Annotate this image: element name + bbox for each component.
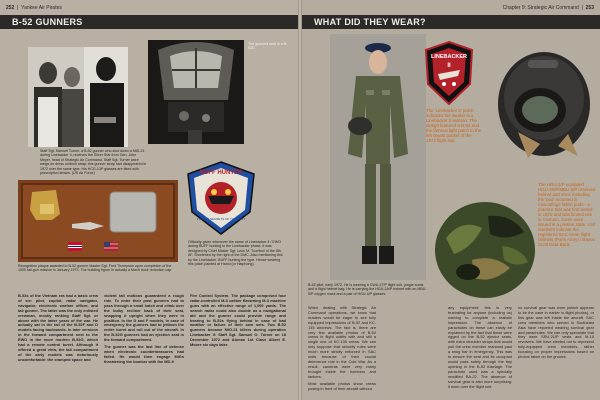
left-body-p4: Fire Control System. The package comprised four radar-controlled M-3 caliber Browning M-3 machine guns with an effective range of 1,000 yards. The search radar could also double as a navigational aid and the gunner could provide range and bearing to B-52s flying behind in case of bad weather or failure of their own sets. Two B-52 gunners became MiG-21 killers during operation Linebacker II: Staff Sgt. Samuel O. Turner on 18 December 1972 and Airman 1st Class Albert E. Moore six days later. [190,293,286,348]
right-body-col-2 [448,306,512,391]
left-page-number: 252 [6,5,15,11]
caption-helmet: The HGU-2/P equipped HGU-26/P/MBU-5/P reserved helmet and visor, including the 'pod' mounted in camouflage fabric pods - a practice that was first tested in 1970 and was limited use in Vietnam. Some were issued in a pristine state. Unit numbers indicate the registered SAC-issue flight helmets (Paris Army) / Bayou Scott Data Bank. [538,182,596,247]
flight-helmet-photo [488,46,594,164]
right-page-number: 253 [585,5,594,11]
buff-hunter-patch [184,160,258,236]
right-page [300,0,600,400]
right-body-p4: no survival gear was worn (which appears to be the case in earlier in-flight photos), or this gear was left inside the aircraft. SAC crew members who served in Southeast Asia have reported wearing survival gear and parachutes. We can only speculate that they were SRU-21/P vests and M-10 revolvers. We have elected not to represent fully-equipped crew members, rather focusing on proper impressions based on photos taken on the ground. [518,305,594,360]
left-section-title: B-52 GUNNERS [0,15,300,29]
linebacker-patch-line1: LINEBACKER [430,54,468,60]
left-body-col-1 [18,294,98,365]
caption-linebacker-patch: The 'Linebacker II' patch indicates the wearer is a Linebacker II veteran. The design featured a B-52 and the famous light patch to the left breast pocket of the 1972 flight suit. [426,108,482,143]
left-body-col-3 [190,294,286,350]
caption-turret: The gunners seat in a B-52D. [248,42,288,51]
right-running-head: Chapter 9: Strategic Air Command | 253 [502,5,594,11]
right-body-col-1 [308,306,376,393]
left-running-head: 252 | Yankee Air Pirates [6,5,62,11]
b52-pilot-mannequin-photo [330,34,426,280]
left-body-col-2 [104,294,184,367]
page-gutter [298,0,302,400]
right-body-p3: any equipment; this is very frustrating for anyone (including us) wishing to complete a realistic impression. The absence of parachutes on these can easily be explained by the fact that these were rigged on the B-52 ejector seats, with extra shoulder straps that would pull the crew member rearward past a snug bar in emergency. This was to ensure the seat and its occupant would pass safely through the tiny opening in the B-52 fuselage. The parachute used was a specially modified BA-22. The absence of survival gear is also more surprising: it worn over the flight suit. [448,305,512,389]
right-body-col-3 [518,306,594,362]
caption-mannequin: B-52 pilot, early 1972. He is wearing a CWU-27/P flight suit, jungle boots and a flight helmet bag. He is carrying the HGU-2A/P helmet with an MBU-5/P oxygen mask and a pair of HGU-4/P glasses. [308,283,427,296]
left-body-p2: violent tail motions guaranteed a rough ride. To enter their post gunners had to pass through a small hatch and climb over the bulky recliner back of their seat, snapping it upright when they were in position. In the D and F models, in case of emergency the gunners had to jettison the entire turret and roll out of the aircraft. In the B-52G gunners had an ejection seat in the forward compartment. [104,293,184,343]
right-body-p2: Most available photos show crews posing in front of their aircraft without [308,380,376,391]
caption-patch: Officially-given whenever the name of Linebacker II / EWO during BUFF hunting to the Linebacker phase, it was designed by Chief Master Sgt. Leon M. Trumbull of the 8th AF. Shortened by the right of the DMC. Also mentioning this by the Linebacker. BUFF hunting the type. Hence wearing this patch painted at Hanoi (or Haiphong). [188,240,283,267]
linebacker-patch-line2: II [447,63,451,69]
patch-top-text: BUFF HUNTER [199,170,243,176]
patch-bottom-text: PRIVATE SECRETS OF THE HUNT [196,217,246,221]
camouflage-helmet-photo [432,198,538,302]
caption-plaque: Recognition plaque awarded to B-52 gunner Master Sgt. Fred Thompson upon completion of the 1000 tail-gun mission in January 1973. The building figure in actually a Mach truck reduction cap. [18,264,173,273]
right-section-title: WHAT DID THEY WEAR? [302,15,600,29]
left-body-p1: B-52s of the Vietnam era had a basic crew of six: pilot, copilot, radar navigator, navigator, electronic warfare officer, and tail gunner. The latter was the only enlisted crewman, mostly ranking Staff Sgt. or above with the latter years of the war. He actually sat in the tail of the B-52F and D models facing backwards. In later versions in the forward compartment next to the EWO in the more modern B-52G, which had a remote control turret. Although it offered a great view, the tail compartment of the early models was notoriously uncomfortable: the cramped space and [18,293,98,362]
linebacker-ii-patch [424,40,474,106]
right-body-p1: When dealing with Strategic Air Command operations, we know that readers would be eager to see fully equipped impressions of B-52 and KC-135 aircrews. The fact is, there are very few available photos of B-52 crews in flight outfits with and still a single one of KC-135 crews. We can only suppose that security rules were much more strictly enforced in SAC units because of their crucial deterrence role in the Cold War. As a result, cameras were very rarely brought inside the bombers and tankers. [308,305,376,379]
recognition-plaque-photo [18,180,178,262]
gunner-seat-photo [148,40,244,144]
left-running-title: Yankee Air Pirates [21,5,62,11]
left-body-p3: The gunner was the last line of defense when electronic countermeasures had failed. He would then engage MiGs threatening the bomber with the MD-9 [104,344,184,364]
right-running-title: Chapter 9: Strategic Air Command [502,5,579,11]
caption-portraits: Staff Sgt. Samuel Turner, a B-52 gunner who shot down a MiG-21 during Linebacker II, receives the Silver Star from Gen. John Meyer, head of Strategic Air Command. Staff Sgt. Turner wore wings on dress uniform strap; this gunner strap had disappeared in 1972 over the same type. His HCG-13P glasses are fitted with prescription lenses. (US Air Force) [40,149,147,176]
gunner-portraits-photo [28,47,128,147]
